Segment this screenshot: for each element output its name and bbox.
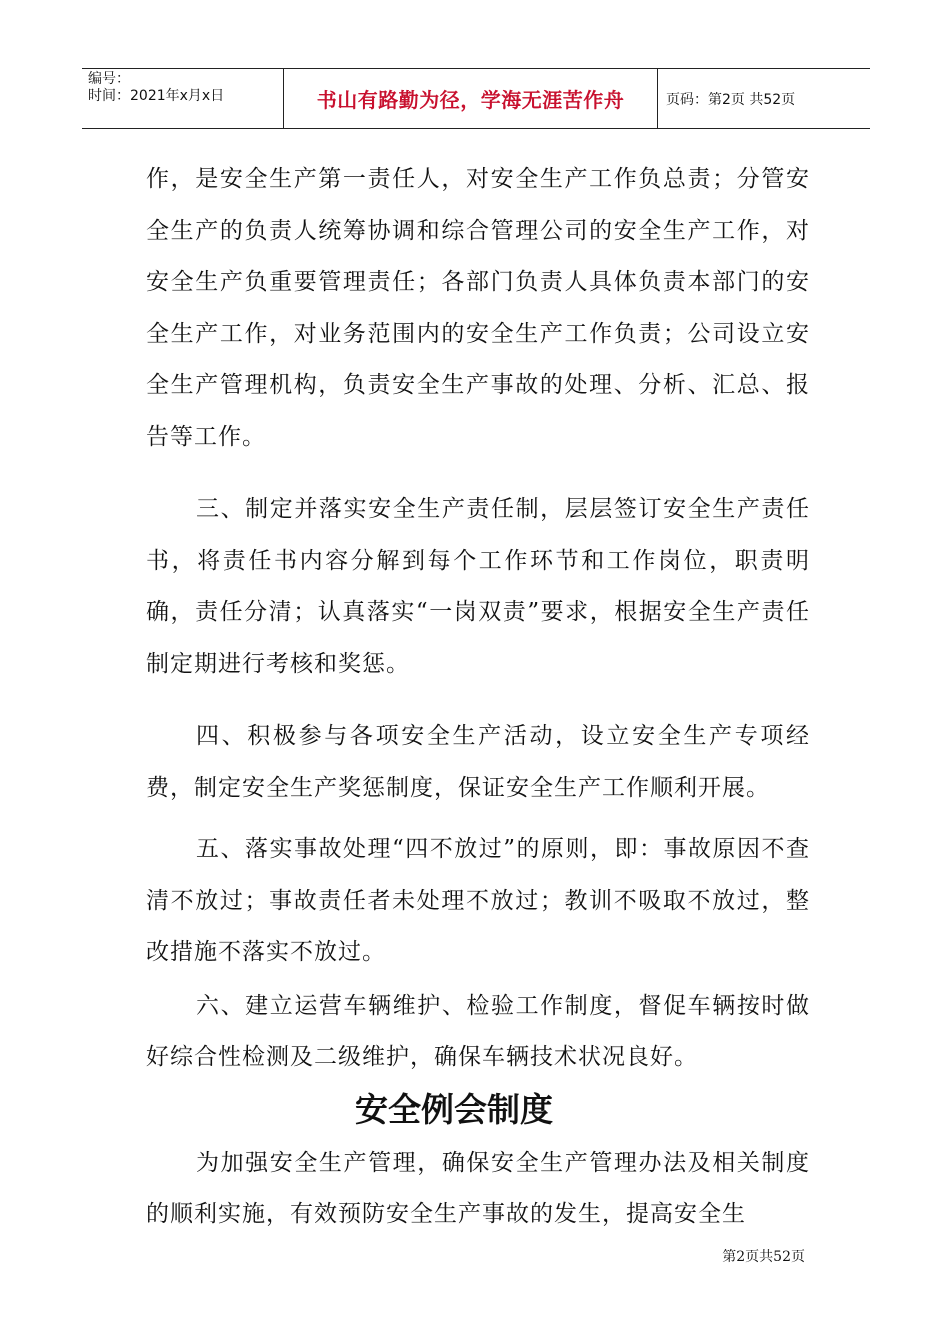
header-time-label: 时间：2021年x月x日 — [88, 88, 225, 104]
paragraph-item-five: 五、落实事故处理“四不放过”的原则，即：事故原因不查清不放过；事故责任者未处理不放过；教训不吸取不放过，整改措施不落实不放过。 — [146, 836, 810, 965]
paragraph-item-three: 三、制定并落实安全生产责任制，层层签订安全生产责任书，将责任书内容分解到每个工作环节和工作岗位，职责明确，责任分清；认真落实“一岗双责”要求，根据安全生产责任制定期进行考核和奖惩。 — [146, 496, 810, 677]
page-footer: 第2页共52页 — [722, 1249, 805, 1265]
page-header — [82, 68, 870, 129]
header-code-label: 编号： — [88, 71, 130, 87]
paragraph-item-six: 六、建立运营车辆维护、检验工作制度，督促车辆按时做好综合性检测及二级维护，确保车辆技术状况良好。 — [146, 992, 810, 1070]
header-meta — [82, 69, 284, 128]
paragraph-item-four: 四、积极参与各项安全生产活动，设立安全生产专项经费，制定安全生产奖惩制度，保证安全生产工作顺利开展。 — [146, 723, 810, 801]
header-page-info: 页码：第2页 共52页 — [666, 91, 796, 108]
header-motto: 书山有路勤为径，学海无涯苦作舟 — [284, 69, 658, 128]
paragraph-intro: 为加强安全生产管理，确保安全生产管理办法及相关制度的顺利实施，有效预防安全生产事故的发生，提高安全生 — [146, 1149, 810, 1227]
paragraph-continued: 作，是安全生产第一责任人，对安全生产工作负总责；分管安全生产的负责人统筹协调和综合管理公司的安全生产工作，对安全生产负重要管理责任；各部门负责人具体负责本部门的安全生产工作，对业务范围内的安全生产工作负责；公司设立安全生产管理机构，负责安全生产事故的处理、分析、汇总、报告等工作。 — [146, 166, 810, 450]
document-body — [146, 154, 810, 1241]
section-heading: 安全例会制度 — [355, 1089, 553, 1129]
